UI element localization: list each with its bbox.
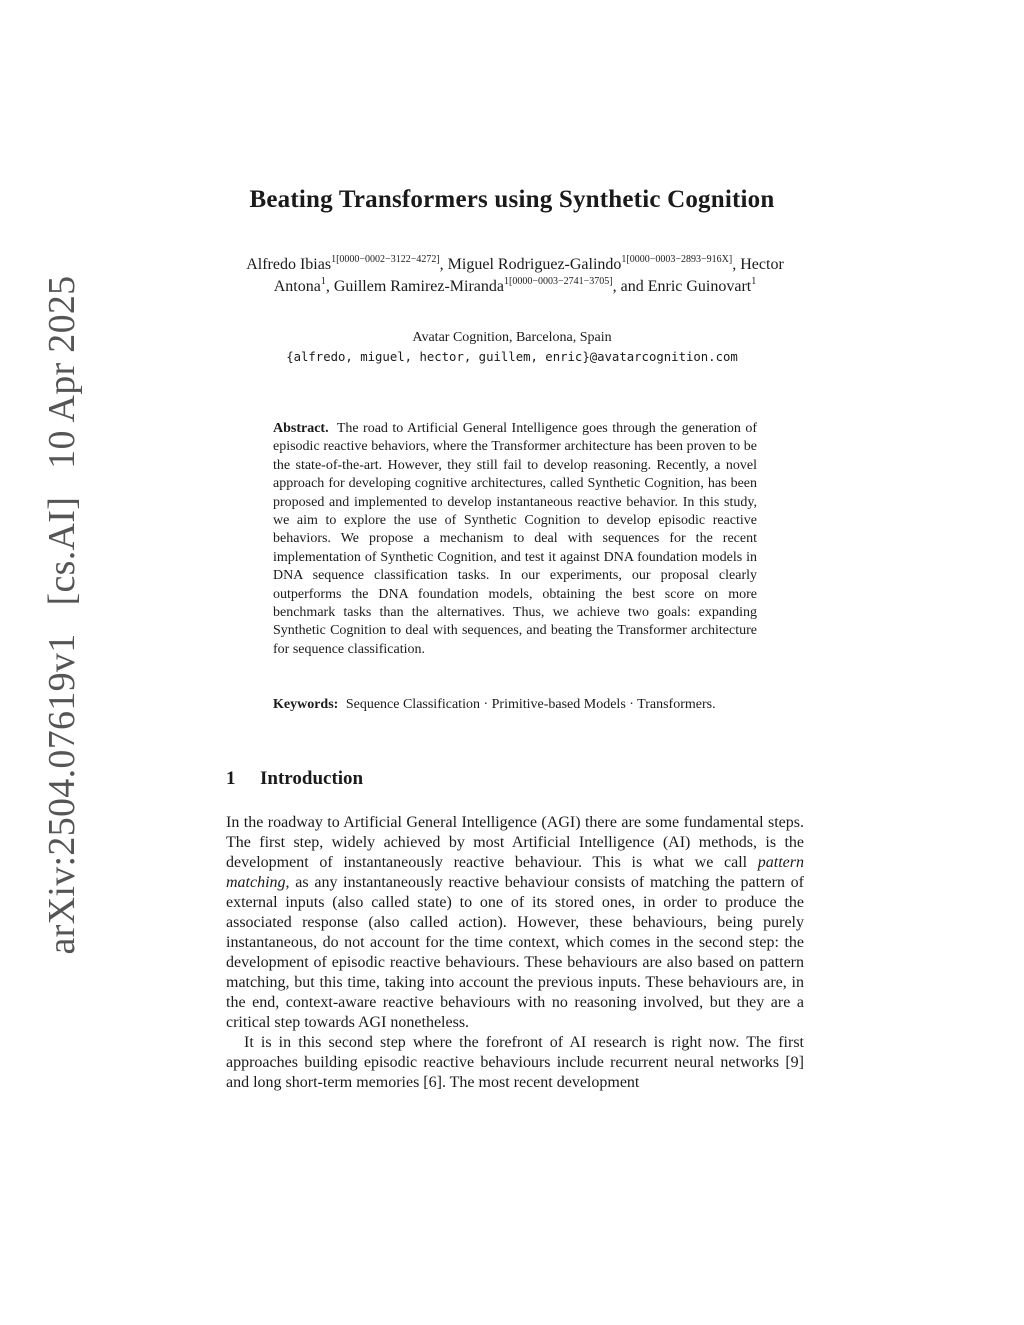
author-conjunction: and	[620, 278, 644, 295]
paragraph-text: , as any instantaneously reactive behaviour consists of matching the pattern of external inputs (also called state) to one of its stored ones, in order to produce the associated response (also called action). However, these behaviours, being purely instantaneous, do not account for the time context, which comes in the second step: the development of episodic reactive behaviours. These behaviours are also based on pattern matching, but this time, taking into account the previous inputs. These behaviours are, in the end, context-aware reactive behaviours with no reasoning involved, but they are a critical step towards AGI nonetheless.	[226, 874, 804, 1031]
author-orcid: 1[0000−0003−2893−916X]	[621, 254, 733, 265]
author-affiliation-mark: 1	[751, 276, 757, 287]
author-name: Enric Guinovart	[647, 278, 752, 295]
paper-title: Beating Transformers using Synthetic Cognition	[249, 186, 775, 213]
arxiv-id: arXiv:2504.07619v1	[41, 633, 83, 955]
section-heading-introduction	[226, 768, 363, 790]
author-orcid: 1[0000−0003−2741−3705]	[504, 276, 613, 287]
introduction-body	[226, 813, 804, 1093]
author-affiliation-mark: 1	[320, 276, 326, 287]
section-title: Introduction	[260, 768, 364, 789]
emphasized-term: pattern matching	[226, 854, 804, 891]
keywords	[273, 696, 757, 714]
affiliation: Avatar Cognition, Barcelona, Spain	[412, 330, 612, 345]
author-name: Hector Antona	[273, 256, 784, 295]
arxiv-date: 10 Apr 2025	[41, 275, 83, 469]
author-orcid: 1[0000−0002−3122−4272]	[331, 254, 440, 265]
keywords-label: Keywords:	[273, 697, 339, 712]
author-name: Alfredo Ibias	[246, 256, 332, 273]
arxiv-identifier-stamp	[40, 276, 84, 955]
section-number: 1	[226, 768, 236, 789]
abstract-text: The road to Artificial General Intelligence goes through the generation of episodic reactive behaviors, where the Transformer architecture has been proven to be the state-of-the-art. However, they still fail to develop reasoning. Recently, a novel approach for developing cognitive architectures, called Synthetic Cognition, has been proposed and implemented to develop instantaneous reactive behavior. In this study, we aim to explore the use of Synthetic Cognition to develop episodic reactive behaviors. We propose a mechanism to deal with sequences for the recent implementation of Synthetic Cognition, and test it against DNA foundation models in DNA sequence classification tasks. In our experiments, our proposal clearly outperforms the DNA foundation models, obtaining the best score on more benchmark tasks than the alternatives. Thus, we achieve two goals: expanding Synthetic Cognition to deal with sequences, and beating the Transformer architecture for sequence classification.	[273, 421, 757, 657]
author-name: Miguel Rodriguez-Galindo	[447, 256, 622, 273]
paragraph-text: In the roadway to Artificial General Intelligence (AGI) there are some fundamental steps. The first step, widely achieved by most Artificial Intelligence (AI) methods, is the development of instantaneously reactive behaviour. This is what we call	[226, 814, 804, 871]
abstract	[273, 420, 757, 659]
abstract-label: Abstract.	[273, 421, 329, 436]
author-name: Guillem Ramirez-Miranda	[333, 278, 505, 295]
paragraph	[226, 813, 804, 1033]
paragraph: It is in this second step where the forefront of AI research is right now. The first approaches building episodic reactive behaviours include recurrent neural networks [9] and long short-term memories [6]. The most recent development	[226, 1034, 804, 1091]
author-list: Alfredo Ibias$^{1[0000-0002-3122-4272]}$, Miguel Rodriguez-Galindo$^{1[0000-0003-2893-916X]}$, Hector Antona$^1$, Guillem Ramirez-Miranda$^{1[0000-0003-2741-3705]}$, and Enric Guinovart$^1$	[246, 254, 784, 295]
author-emails: {alfredo, miguel, hector, guillem, enric}@avatarcognition.com	[286, 350, 738, 364]
arxiv-category: [cs.AI]	[41, 496, 83, 606]
keywords-text: Sequence Classification · Primitive-based Models · Transformers.	[345, 697, 716, 712]
